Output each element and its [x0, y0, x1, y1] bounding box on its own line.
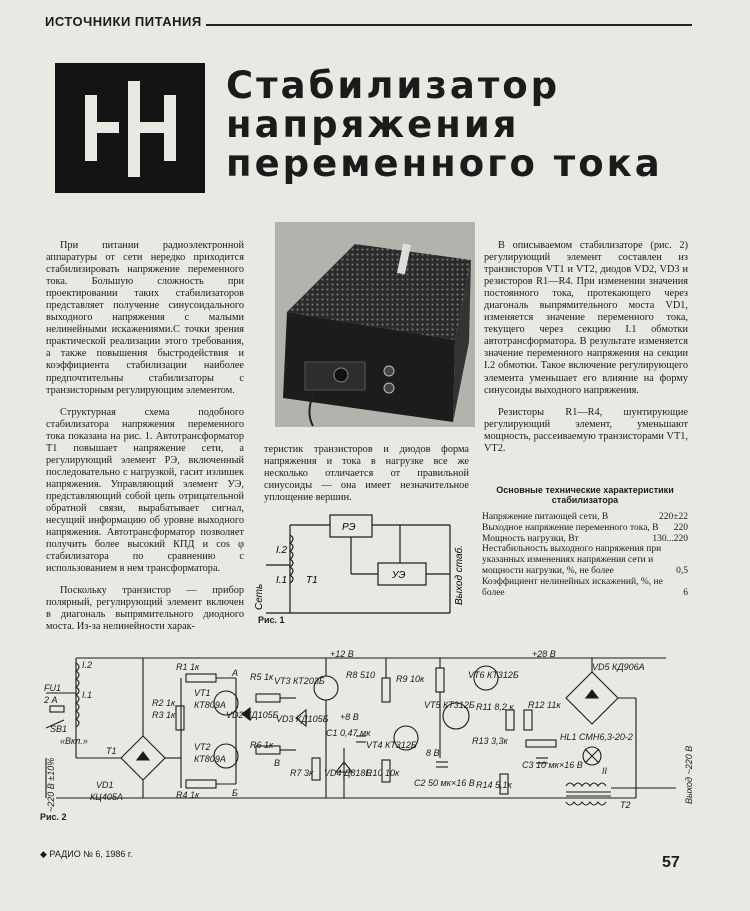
fig2-label: R6 1к [250, 740, 274, 750]
fig2-label: I.2 [82, 660, 93, 670]
paragraph: Структурная схема подобного стабилизатора напряжения переменного тока показана на рис. 1. Автотрансформатор Т1 повышает напряжение сети, а регулирующий элемент РЭ, включенный последовательно с нагрузкой, гасит излишек напряжения. Управляющий элемент УЭ, представляющий собой цепь отрицательной обратной связи, вырабатывает сигнал, несущий информацию об уровне выходного напряжения. Автотрансформатор позволяет получить более высокий КПД и cos φ стабилизатора по сравнению с использованием в нем трансформатора. [46, 406, 244, 575]
fig2-label: +8 В [340, 712, 359, 722]
spec-row: Выходное напряжение переменного тока, В 220 [482, 522, 688, 533]
paragraph: Резисторы R1—R4, шунтирующие регулирующий элемент, уменьшают мощность, рассеиваемую транзисторами VT1, VT2. [484, 406, 688, 454]
spec-row: Коэффициент нелинейных искажений, %, не более 6 [482, 577, 688, 599]
fig2-label: КТ809А [194, 700, 226, 710]
fig2-label: 2 А [44, 695, 58, 705]
fig2-label: VD3 КД105Б [276, 714, 329, 724]
fig2-label: I.1 [82, 690, 93, 700]
fig2-label: T2 [620, 800, 631, 810]
fig1-l1-label: I.1 [276, 575, 288, 586]
fig2-label: VD1 [96, 780, 114, 790]
article-title: Стабилизатор напряжения переменного тока [226, 64, 663, 186]
fig2-label: II [602, 766, 608, 776]
paragraph: Поскольку транзистор — прибор полярный, регулирующий элемент включен в диагональ выпрямительного диодного моста. Из-за нелинейности харак- [46, 585, 244, 633]
fig2-label: VT5 КТ312Б [424, 700, 475, 710]
fig2-label: R14 5,1к [476, 780, 512, 790]
fig2-label: R3 1к [152, 710, 176, 720]
fig2-label: «Вкл.» [60, 736, 88, 746]
article-logo [55, 63, 205, 193]
fig1-caption: Рис. 1 [258, 615, 285, 625]
paragraph: В описываемом стабилизаторе (рис. 2) регулирующий элемент составлен из транзисторов VT1 и VT2, диодов VD2, VD3 и резисторов R1—R4. При изменении значения постоянного тока, протекающего через диагональ выпрямительного моста VD1, изменяется значение переменного тока, текущего через секцию I.1 обмотки автотрансформатора. В результате изменяется значение переменного напряжения на секции I.2 обмотки. Такое включение регулирующего элемента уменьшает его влияние на форму синусоиды выходного напряжения. [484, 240, 688, 396]
fig2-label: R10 10к [366, 768, 400, 778]
section-header: ИСТОЧНИКИ ПИТАНИЯ [45, 14, 202, 29]
fig2-label: +28 В [532, 649, 556, 659]
fig2-label: VT1 [194, 688, 211, 698]
fig1-re-label: РЭ [342, 522, 356, 533]
spec-row: Нестабильность выходного напряжения при указанных изменениях напряжения сети и мощности нагрузки, %, не более 0,5 [482, 544, 688, 577]
fig2-label: В [274, 758, 281, 768]
fig2-label: Выход ~220 В [684, 745, 694, 804]
fig2-label: HL1 СМН6,3-20-2 [560, 732, 633, 742]
fig2-label: КЦ405А [90, 792, 123, 802]
fig1-input-label: Сеть [254, 583, 265, 610]
fig2-label: VD4 Д818Е [324, 768, 372, 778]
fig2-label: VT4 КТ312Б [366, 740, 417, 750]
fig2-label: R7 3к [290, 768, 314, 778]
fig2-caption: Рис. 2 [40, 812, 67, 822]
column-1 [46, 240, 244, 643]
fig2-label: T1 [106, 746, 117, 756]
fig2-label: ~220 В ±10% [46, 757, 56, 812]
fig2-label: R1 1к [176, 662, 200, 672]
spec-row: Мощность нагрузки, Вт 130...220 [482, 533, 688, 544]
fig2-label: А [232, 668, 239, 678]
page-number: 57 [662, 854, 680, 871]
header-rule [206, 24, 692, 26]
paragraph: теристик транзисторов и диодов форма напряжения и тока в нагрузке все же несколько отличается от правильной синусоиды — она имеет незначительное уплощение вершин. [264, 444, 469, 504]
fig2-label: C3 10 мк×16 В [522, 760, 583, 770]
fig2-label: VT2 [194, 742, 211, 752]
fig2-label: R5 1к [250, 672, 274, 682]
fig2-label: R9 10к [396, 674, 425, 684]
spec-row: Напряжение питающей сети, В 220±22 [482, 511, 688, 522]
fig2-label: Б [232, 788, 238, 798]
fig1-t1-label: Т1 [306, 575, 318, 586]
fig1-l2-label: I.2 [276, 545, 288, 556]
fig2-label: +12 В [330, 649, 354, 659]
fig2-label: C2 50 мк×16 В [414, 778, 475, 788]
specs-table [482, 485, 688, 599]
fig1-ue-label: УЭ [392, 570, 406, 581]
paragraph: При питании радиоэлектронной аппаратуры от сети нередко приходится стабилизировать напряжение переменного тока. Большую сложность при проектировании таких стабилизаторов представляет получение синусоидального выходного напряжения с малыми нелинейными искажениями.С точки зрения практической реализации этого требования, а также повышения быстродействия и коэффициента стабилизации наиболее предпочтительны стабилизаторы с транзисторным регулирующим элементом. [46, 240, 244, 396]
fig2-label: R12 11к [528, 700, 561, 710]
fig2-label: R13 3,3к [472, 736, 508, 746]
fig2-label: C1 0,47 мк [326, 728, 371, 738]
device-photo [275, 222, 475, 427]
fig2-label: R11 8,2 к [476, 702, 514, 712]
schematic-fig2 [36, 648, 702, 818]
specs-title: Основные технические характеристики стабилизатора [496, 485, 674, 506]
fig1-output-label: Выход стаб. [454, 545, 465, 605]
fig2-label: FU1 [44, 683, 62, 693]
column-2 [264, 444, 469, 514]
fig2-label: VT3 КТ203Б [274, 676, 325, 686]
fig2-label: SB1 [50, 724, 68, 734]
fig2-label: 8 В [426, 748, 440, 758]
fig2-label: КТ809А [194, 754, 226, 764]
fig2-label: R8 510 [346, 670, 376, 680]
fig2-label: VD5 КД906А [592, 662, 645, 672]
column-3 [484, 240, 688, 465]
fig2-label: R2 1к [152, 698, 176, 708]
fig2-label: VT6 КТ312Б [468, 670, 519, 680]
fig2-label: VD2 КД105Б [226, 710, 279, 720]
footer: ◆ РАДИО № 6, 1986 г. [40, 849, 133, 859]
fig2-label: R4 1к [176, 790, 200, 800]
